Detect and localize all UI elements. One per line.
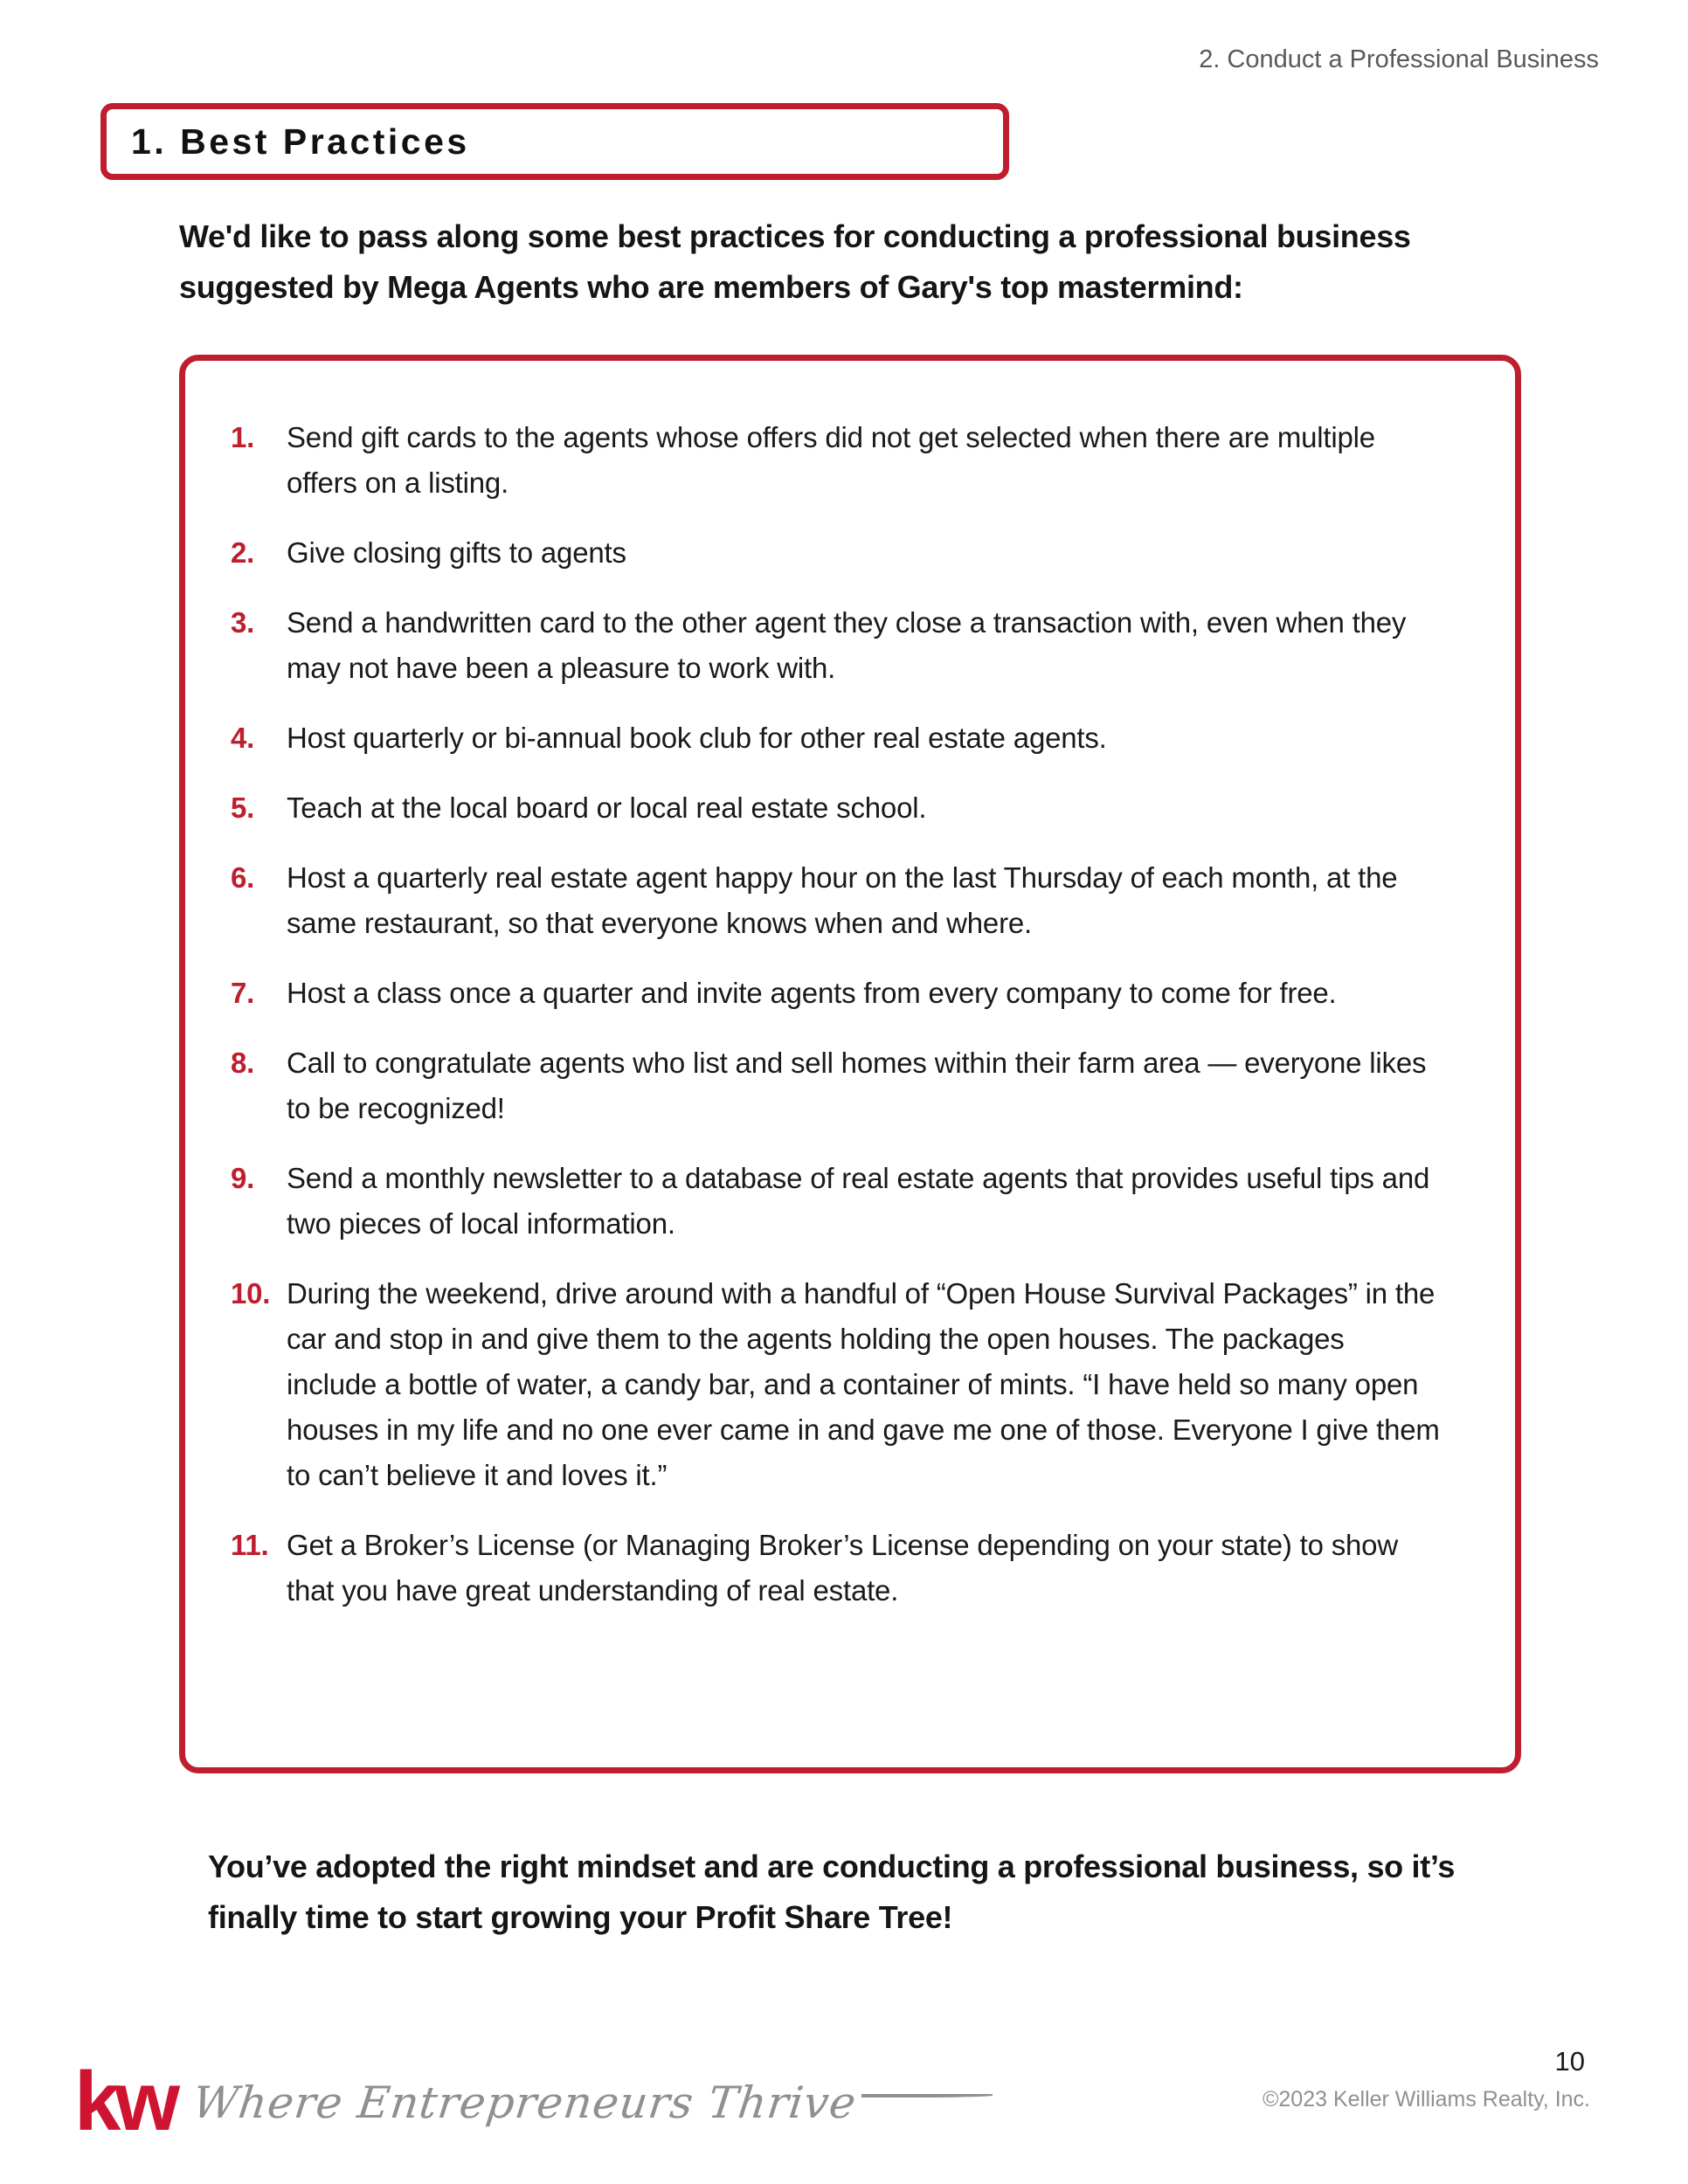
list-item [231, 855, 1473, 946]
best-practices-box [179, 355, 1521, 1773]
list-item-text: Give closing gifts to agents [287, 536, 626, 569]
list-item [231, 530, 1473, 576]
list-item-number: 6. [231, 861, 255, 894]
list-item-text: Host a quarterly real estate agent happy hour on the last Thursday of each month, at the same restaurant, so that everyone knows when and where. [287, 861, 1398, 939]
list-item [231, 415, 1473, 506]
page-title: 1. Best Practices [131, 121, 470, 162]
list-item-text: Host quarterly or bi-annual book club for other real estate agents. [287, 722, 1107, 754]
list-item [231, 971, 1473, 1016]
list-item [231, 1523, 1473, 1614]
list-item [231, 600, 1473, 691]
list-item-number: 11. [231, 1529, 269, 1561]
intro-paragraph: We'd like to pass along some best practices for conducting a professional business suggested by Mega Agents who are members of Gary's top mastermind: [179, 218, 1411, 305]
brand-tagline: Where Entrepreneurs Thrive [190, 2077, 860, 2128]
closing-paragraph: You’ve adopted the right mindset and are conducting a professional business, so it’s finally time to start growing your Profit Share Tree! [208, 1849, 1456, 1935]
running-header: 2. Conduct a Professional Business [1199, 45, 1599, 73]
kw-logo: kw [74, 2055, 175, 2149]
list-item [231, 1271, 1473, 1498]
copyright-notice: ©2023 Keller Williams Realty, Inc. [1262, 2087, 1590, 2111]
list-item-text: Send gift cards to the agents whose offers did not get selected when there are multiple offers on a listing. [287, 421, 1375, 499]
list-item [231, 785, 1473, 831]
list-item-text: Send a monthly newsletter to a database of real estate agents that provides useful tips and two pieces of local information. [287, 1162, 1430, 1240]
list-item-number: 4. [231, 722, 255, 754]
list-item-text: Host a class once a quarter and invite agents from every company to come for free. [287, 977, 1337, 1009]
section-title-box [100, 103, 1009, 180]
list-item-number: 8. [231, 1047, 255, 1079]
page-number: 10 [1554, 2046, 1585, 2077]
brand-lockup [74, 2055, 993, 2149]
list-item-number: 10. [231, 1277, 271, 1310]
list-item-number: 5. [231, 791, 255, 824]
list-item [231, 715, 1473, 761]
list-item-text: Teach at the local board or local real estate school. [287, 791, 927, 824]
list-item-text: Get a Broker’s License (or Managing Broker’s License depending on your state) to show that you have great understanding of real estate. [287, 1529, 1398, 1607]
list-item-number: 3. [231, 606, 255, 639]
list-item-text: Send a handwritten card to the other agent they close a transaction with, even when they may not have been a pleasure to work with. [287, 606, 1407, 684]
best-practices-list [231, 415, 1473, 1614]
list-item [231, 1156, 1473, 1247]
list-item-number: 9. [231, 1162, 255, 1194]
list-item-number: 2. [231, 536, 255, 569]
list-item-number: 1. [231, 421, 255, 453]
page-footer [0, 2027, 1688, 2184]
list-item-text: During the weekend, drive around with a handful of “Open House Survival Packages” in the car and stop in and give them to the agents holding the open houses. The packages include a bottle of water, a candy bar, and a container of mints. “I have held so many open houses in my life and no one ever came in and gave me one of those. Everyone I give them to can’t believe it and loves it.” [287, 1277, 1440, 1491]
list-item [231, 1040, 1473, 1131]
list-item-text: Call to congratulate agents who list and sell homes within their farm area — everyone likes to be recognized! [287, 1047, 1427, 1124]
tagline-flourish [861, 2094, 993, 2098]
list-item-number: 7. [231, 977, 255, 1009]
